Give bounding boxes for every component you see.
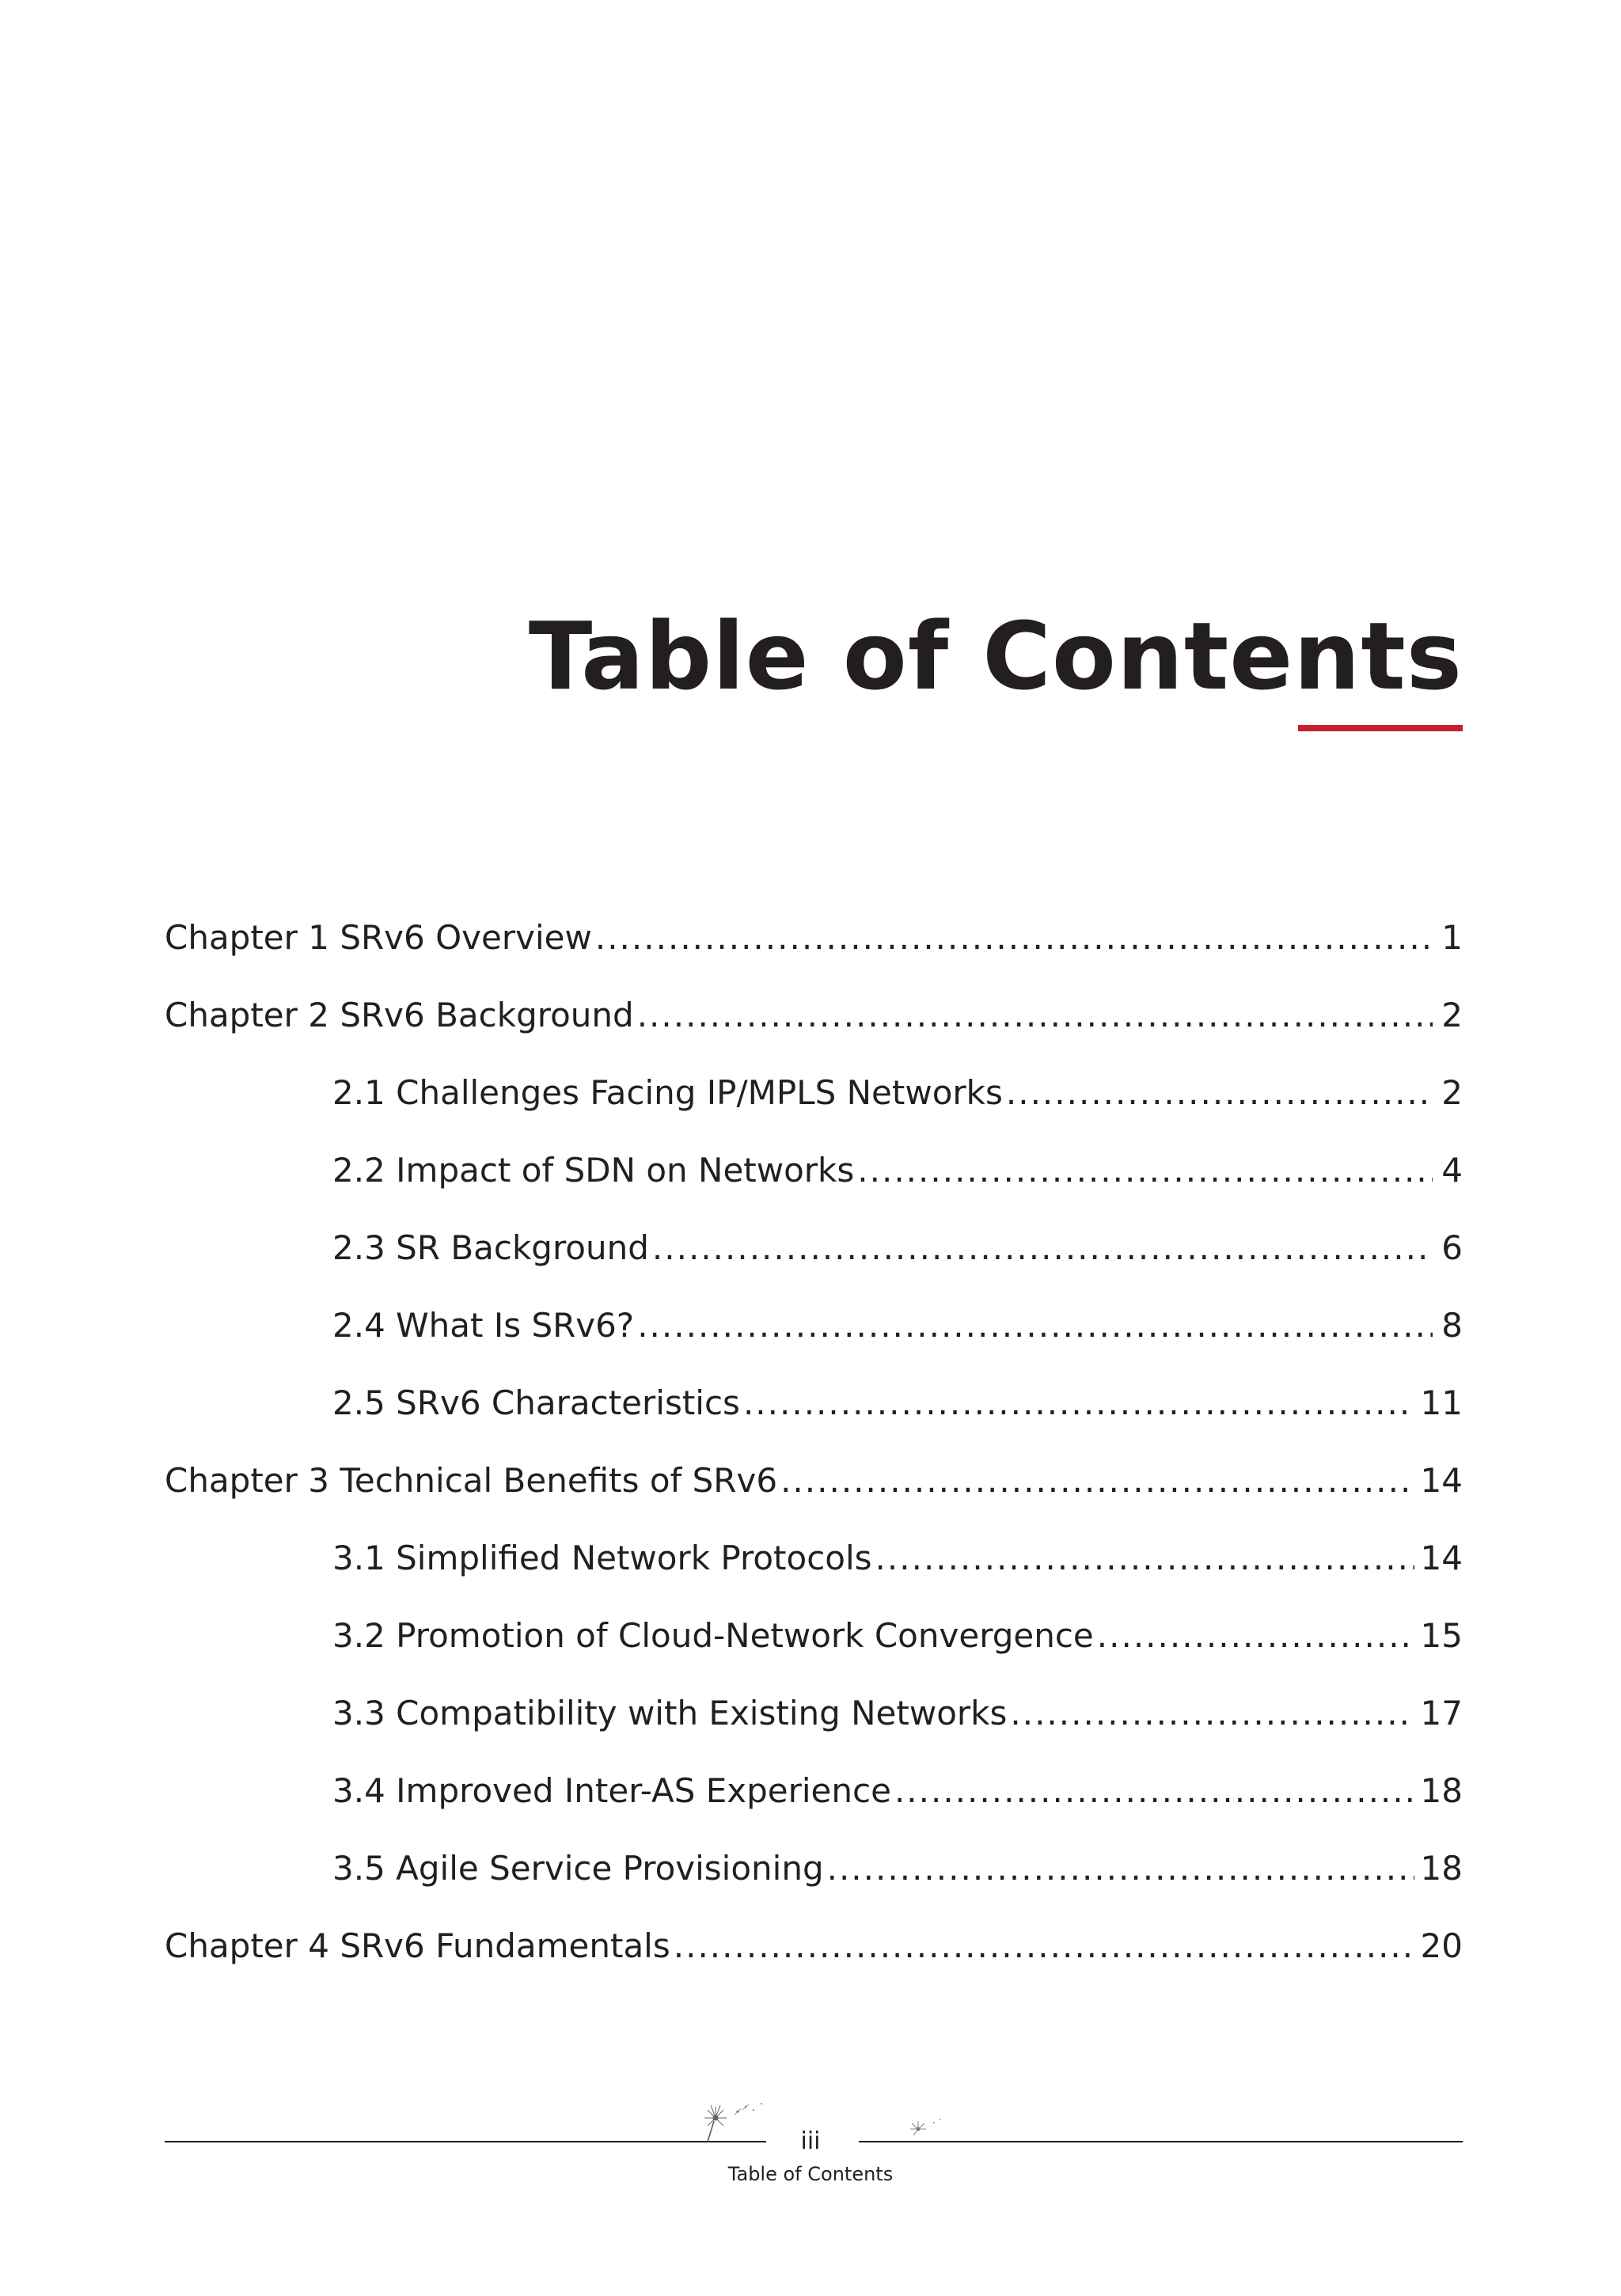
toc-entry-page: 1 [1441, 918, 1463, 957]
toc-dot-leader [894, 1771, 1414, 1810]
toc-dot-leader [652, 1228, 1433, 1267]
title-underline [1298, 725, 1463, 731]
toc-entry-label: Chapter 1 SRv6 Overview [165, 918, 592, 957]
toc-dot-leader [637, 1306, 1433, 1345]
toc-entry-label: 2.3 SR Background [332, 1228, 649, 1267]
toc-entry-chapter-1[interactable] [165, 918, 1463, 996]
toc-entry-page: 11 [1420, 1383, 1463, 1422]
toc-entry-page: 4 [1441, 1151, 1463, 1190]
toc-entry-label: 3.1 Simplified Network Protocols [332, 1539, 872, 1577]
toc-entry-section-2-2[interactable] [165, 1151, 1463, 1228]
toc-dot-leader [857, 1151, 1433, 1190]
page-title: Table of Contents [528, 602, 1463, 711]
toc-entry-section-3-2[interactable] [165, 1616, 1463, 1694]
toc-entry-page: 14 [1420, 1461, 1463, 1500]
toc-entry-section-3-4[interactable] [165, 1771, 1463, 1849]
toc-entry-label: Chapter 4 SRv6 Fundamentals [165, 1926, 670, 1965]
toc-entry-section-2-1[interactable] [165, 1073, 1463, 1151]
toc-dot-leader [1097, 1616, 1414, 1655]
toc-entry-label: 3.4 Improved Inter-AS Experience [332, 1771, 891, 1810]
toc-entry-page: 20 [1420, 1926, 1463, 1965]
toc-entry-label: Chapter 3 Technical Benefits of SRv6 [165, 1461, 778, 1500]
running-footer-title: Table of Contents [727, 2163, 894, 2185]
toc-dot-leader [875, 1539, 1414, 1577]
toc-dot-leader [637, 996, 1433, 1034]
toc-entry-page: 2 [1441, 1073, 1463, 1112]
toc-dot-leader [827, 1849, 1414, 1888]
toc-dot-leader [674, 1926, 1414, 1965]
toc-entry-page: 8 [1441, 1306, 1463, 1345]
toc-entry-section-2-3[interactable] [165, 1228, 1463, 1306]
toc-entry-page: 18 [1420, 1849, 1463, 1888]
toc-entry-page: 17 [1420, 1694, 1463, 1732]
page-number: iii [800, 2127, 821, 2155]
toc-entry-label: 3.5 Agile Service Provisioning [332, 1849, 824, 1888]
toc-entry-page: 15 [1420, 1616, 1463, 1655]
table-of-contents [165, 918, 1463, 2004]
toc-entry-label: 2.1 Challenges Facing IP/MPLS Networks [332, 1073, 1003, 1112]
toc-dot-leader [743, 1383, 1414, 1422]
toc-dot-leader [780, 1461, 1414, 1500]
toc-entry-chapter-2[interactable] [165, 996, 1463, 1073]
toc-dot-leader [595, 918, 1433, 957]
toc-entry-section-3-5[interactable] [165, 1849, 1463, 1926]
toc-entry-page: 18 [1420, 1771, 1463, 1810]
toc-entry-page: 6 [1441, 1228, 1463, 1267]
toc-entry-section-3-1[interactable] [165, 1539, 1463, 1616]
toc-entry-label: 2.4 What Is SRv6? [332, 1306, 635, 1345]
toc-entry-section-3-3[interactable] [165, 1694, 1463, 1771]
toc-entry-label: 3.2 Promotion of Cloud-Network Convergence [332, 1616, 1094, 1655]
toc-dot-leader [1010, 1694, 1414, 1732]
toc-entry-section-2-4[interactable] [165, 1306, 1463, 1383]
toc-entry-chapter-4[interactable] [165, 1926, 1463, 2004]
toc-entry-label: 2.5 SRv6 Characteristics [332, 1383, 740, 1422]
toc-entry-page: 2 [1441, 996, 1463, 1034]
toc-entry-label: 3.3 Compatibility with Existing Networks [332, 1694, 1008, 1732]
toc-dot-leader [1006, 1073, 1433, 1112]
toc-entry-label: 2.2 Impact of SDN on Networks [332, 1151, 855, 1190]
toc-entry-page: 14 [1420, 1539, 1463, 1577]
toc-entry-chapter-3[interactable] [165, 1461, 1463, 1539]
toc-entry-section-2-5[interactable] [165, 1383, 1463, 1461]
toc-entry-label: Chapter 2 SRv6 Background [165, 996, 634, 1034]
